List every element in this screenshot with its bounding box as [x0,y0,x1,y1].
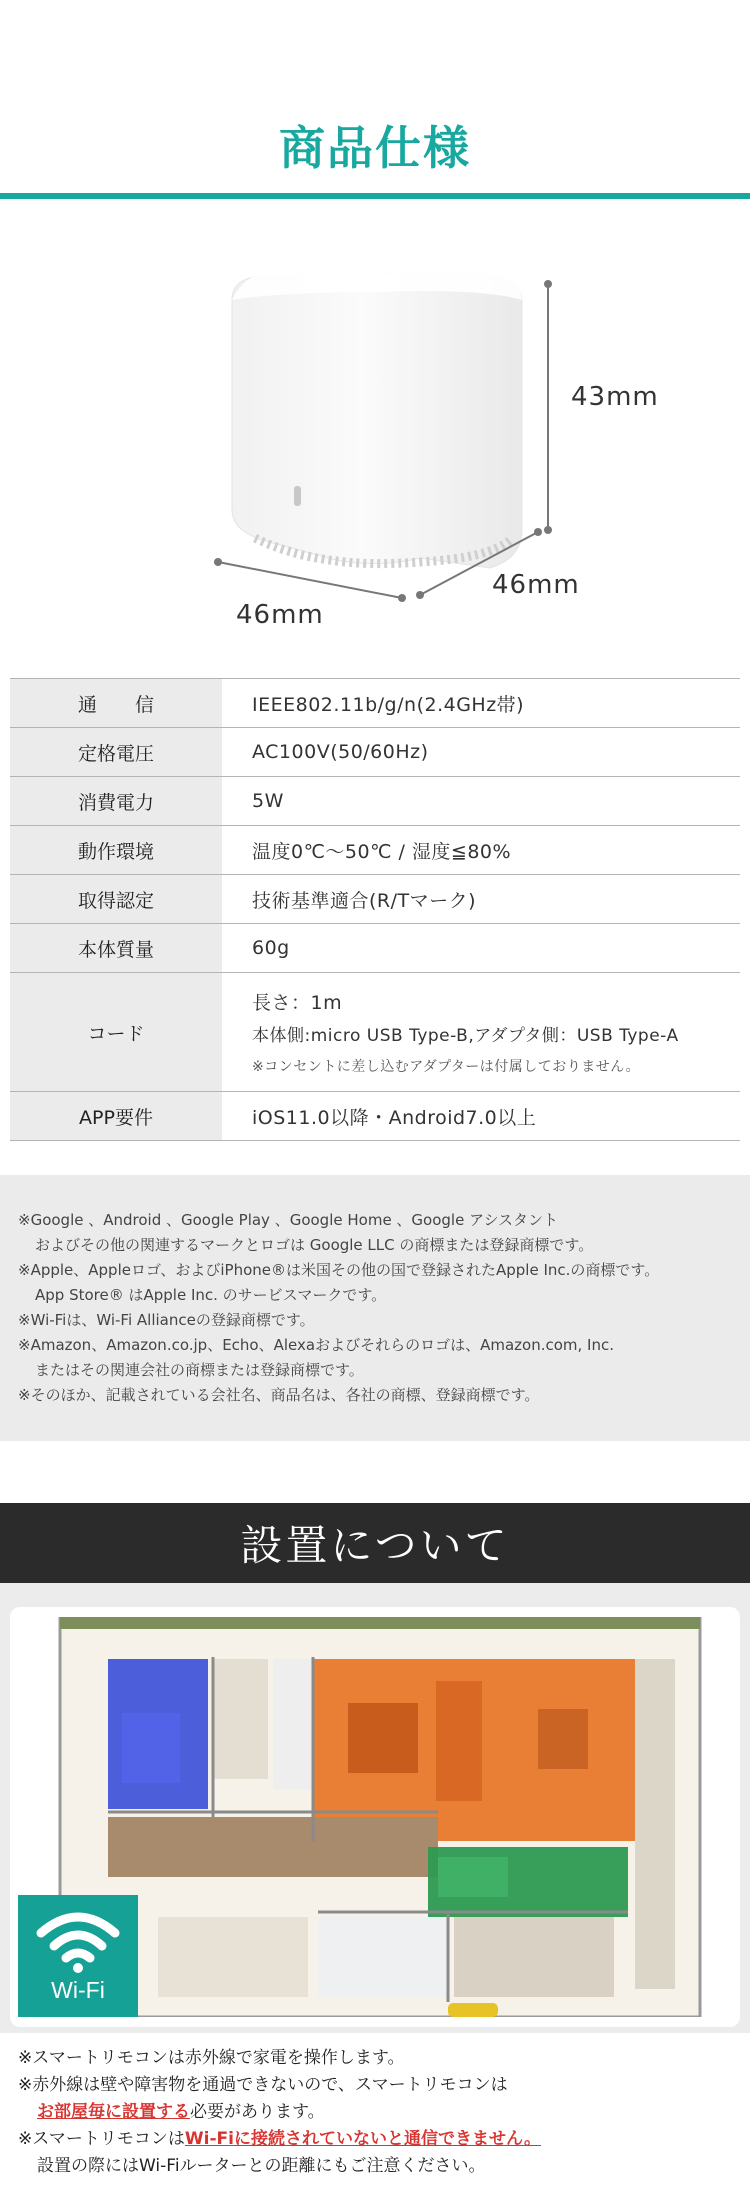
highlight-wifi-required: Wi-Fiに接続されていないと通信できません。 [184,2129,541,2149]
highlight-per-room: お部屋毎に設置する [37,2102,190,2122]
spec-value: AC100V(50/60Hz) [252,741,429,763]
install-note-line [18,2126,738,2153]
spec-value: IEEE802.11b/g/n(2.4GHz帯) [252,693,525,716]
device-illustration [0,240,750,660]
spec-key: 消費電力 [10,777,222,825]
install-note-line: ※スマートリモコンは赤外線で家電を操作します。 [18,2048,405,2068]
spec-value: iOS11.0以降・Android7.0以上 [252,1106,537,1129]
spec-value-cord [222,973,740,1091]
install-notes [18,2045,738,2180]
trademark-notes [0,1175,750,1441]
spec-row-cord [10,973,740,1092]
spec-row-app [10,1092,740,1141]
spec-key: APP要件 [10,1092,222,1140]
cord-connectors: 本体側:micro USB Type-B,アダプタ側：USB Type-A [252,1026,679,1046]
depth-dimension-label: 46mm [492,570,580,600]
install-note-line [18,2099,738,2126]
note-line: ※そのほか、記載されている会社名、商品名は、各社の商標、登録商標です。 [18,1386,540,1404]
spec-key: 取得認定 [10,875,222,923]
note-line: App Store® はApple Inc. のサービスマークです。 [35,1286,387,1304]
device-dimensions-figure [0,240,750,660]
spec-table [10,678,740,1141]
spec-row-power [10,777,740,826]
spec-key: 定格電圧 [10,728,222,776]
cord-adapter-note: ※コンセントに差し込むアダプターは付属しておりません。 [252,1059,641,1075]
spec-value: 技術基準適合(R/Tマーク) [252,889,477,912]
spec-row-certification [10,875,740,924]
page-title: 商品仕様 [279,121,471,175]
spec-key: 本体質量 [10,924,222,972]
note-line: およびその他の関連するマークとロゴは Google LLC の商標または登録商標です。 [35,1236,594,1254]
spec-row-environment [10,826,740,875]
wifi-icon [35,1907,121,1973]
install-note-text: 必要があります。 [190,2102,325,2122]
spec-row-weight [10,924,740,973]
height-dimension-label: 43mm [571,382,659,412]
title-divider [0,193,750,199]
note-line: ※Wi-Fiは、Wi-Fi Allianceの登録商標です。 [18,1311,315,1329]
cord-length: 長さ：1m [252,992,343,1014]
spec-value: 5W [252,790,284,812]
spec-key: コード [10,973,222,1091]
install-note-text: ※スマートリモコンは [18,2129,185,2149]
note-line: ※Google 、Android 、Google Play 、Google Home 、Google アシスタント [18,1211,559,1229]
spec-value: 温度0℃〜50℃ / 湿度≦80% [252,840,512,863]
install-note-line: ※赤外線は壁や障害物を通過できないので、スマートリモコンは [18,2075,508,2095]
wifi-label: Wi-Fi [51,1977,105,2003]
note-line: またはその関連会社の商標または登録商標です。 [35,1361,364,1379]
spec-row-voltage [10,728,740,777]
install-section-title: 設置について [240,1521,510,1570]
note-line: ※Apple、Appleロゴ、およびiPhone®は米国その他の国で登録されたApple Inc.の商標です。 [18,1261,660,1279]
wifi-badge [18,1895,138,2017]
spec-value: 60g [252,937,290,959]
install-note-line: 設置の際にはWi-Fiルーターとの距離にもご注意ください。 [37,2156,486,2176]
spec-key: 通 信 [10,679,222,727]
note-line: ※Amazon、Amazon.co.jp、Echo、Alexaおよびそれらのロゴは、Amazon.com, Inc. [18,1336,614,1354]
width-dimension-label: 46mm [236,600,324,630]
install-section-header [0,1503,750,1583]
spec-key: 動作環境 [10,826,222,874]
spec-row-communication [10,679,740,728]
